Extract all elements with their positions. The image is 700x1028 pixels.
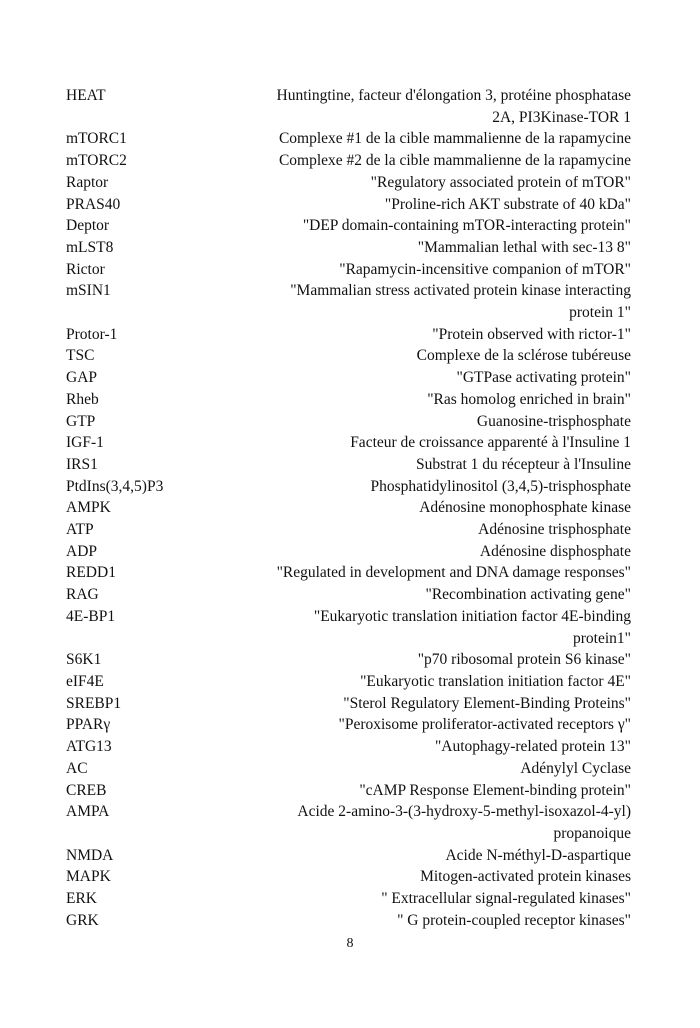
abbreviation-definition [236, 562, 631, 584]
definition-line: "cAMP Response Element-binding protein" [359, 781, 631, 799]
definition-line: "Mammalian lethal with sec-13 8" [417, 238, 631, 256]
abbreviation-definition [236, 194, 631, 216]
abbreviation-term: PRAS40 [66, 195, 121, 213]
definition-line: 2A, PI3Kinase-TOR 1 [492, 108, 631, 126]
definition-line: Acide N-méthyl-D-aspartique [445, 846, 631, 864]
abbreviation-row [66, 324, 631, 346]
abbreviation-definition [236, 280, 631, 323]
abbreviation-row [66, 389, 631, 411]
abbreviation-term: 4E-BP1 [66, 607, 116, 625]
abbreviation-term: Protor-1 [66, 325, 118, 343]
abbreviation-term: MAPK [66, 868, 111, 886]
abbreviation-definition [236, 649, 631, 671]
abbreviation-term: ATG13 [66, 738, 112, 756]
definition-line: "p70 ribosomal protein S6 kinase" [417, 651, 631, 669]
definition-line: "Protein observed with rictor-1" [432, 325, 631, 343]
abbreviation-term: PPARγ [66, 716, 111, 734]
abbreviation-definition [236, 411, 631, 433]
definition-line: " Extracellular signal-regulated kinases" [381, 890, 631, 908]
abbreviation-row [66, 194, 631, 216]
abbreviation-definition [236, 736, 631, 758]
abbreviation-definition [236, 150, 631, 172]
abbreviation-definition [236, 215, 631, 237]
definition-line: "Recombination activating gene" [425, 586, 631, 604]
abbreviation-term: ADP [66, 542, 98, 560]
abbreviation-definition [236, 237, 631, 259]
abbreviation-term: ATP [66, 521, 94, 539]
abbreviation-row [66, 910, 631, 932]
abbreviation-term: TSC [66, 347, 95, 365]
definition-line: Facteur de croissance apparenté à l'Insuline 1 [350, 434, 631, 452]
definition-line: "Proline-rich AKT substrate of 40 kDa" [384, 195, 631, 213]
page-number: 8 [346, 936, 354, 951]
abbreviation-row [66, 606, 631, 649]
abbreviation-term: GTP [66, 412, 96, 430]
abbreviation-term: Rheb [66, 390, 99, 408]
abbreviation-term: Rictor [66, 260, 105, 278]
abbreviation-definition [236, 454, 631, 476]
abbreviation-term: mTORC1 [66, 130, 127, 148]
abbreviation-row [66, 411, 631, 433]
abbreviation-row [66, 367, 631, 389]
abbreviation-row [66, 780, 631, 802]
abbreviation-term: SREBP1 [66, 694, 122, 712]
definition-line: Complexe de la sclérose tubéreuse [416, 347, 631, 365]
abbreviation-row [66, 150, 631, 172]
definition-line: "GTPase activating protein" [456, 369, 631, 387]
abbreviation-term: mTORC2 [66, 152, 127, 170]
abbreviation-row [66, 345, 631, 367]
definition-line: Complexe #2 de la cible mammalienne de la rapamycine [278, 152, 631, 170]
abbreviation-term: S6K1 [66, 651, 102, 669]
abbreviation-definition [236, 780, 631, 802]
definition-line: protein 1" [569, 304, 631, 322]
definition-line: protein1" [573, 629, 631, 647]
abbreviation-definition [236, 910, 631, 932]
abbreviation-term: AMPA [66, 803, 110, 821]
abbreviation-definition [236, 389, 631, 411]
definition-line: Adénosine disphosphate [479, 542, 631, 560]
abbreviation-row [66, 237, 631, 259]
abbreviation-term: HEAT [66, 87, 106, 104]
abbreviation-definition [236, 497, 631, 519]
abbreviation-term: AMPK [66, 499, 111, 517]
definition-line: Adénylyl Cyclase [520, 759, 631, 777]
abbreviation-term: PtdIns(3,4,5)P3 [66, 477, 164, 495]
abbreviation-row [66, 671, 631, 693]
abbreviation-row [66, 801, 631, 844]
abbreviation-definition [236, 367, 631, 389]
abbreviation-definition [236, 541, 631, 563]
abbreviation-definition [236, 324, 631, 346]
definition-line: "Autophagy-related protein 13" [434, 738, 631, 756]
abbreviation-definition [236, 519, 631, 541]
abbreviation-term: eIF4E [66, 672, 104, 690]
abbreviation-definition [236, 845, 631, 867]
abbreviation-definition [236, 606, 631, 649]
abbreviation-term: GAP [66, 369, 98, 387]
abbreviation-row [66, 215, 631, 237]
definition-line: "DEP domain-containing mTOR-interacting protein" [302, 217, 631, 235]
abbreviation-row [66, 259, 631, 281]
abbreviation-row [66, 845, 631, 867]
definition-line: "Regulatory associated protein of mTOR" [370, 173, 631, 191]
abbreviation-row [66, 693, 631, 715]
abbreviation-term: AC [66, 759, 88, 777]
abbreviation-definition [236, 476, 631, 498]
abbreviation-row [66, 454, 631, 476]
definition-line: propanoique [553, 824, 631, 842]
definition-line: Phosphatidylinositol (3,4,5)-trisphosphate [370, 477, 631, 495]
abbreviation-row [66, 85, 631, 128]
abbreviation-row [66, 758, 631, 780]
abbreviation-term: ERK [66, 890, 97, 908]
definition-line: Adénosine trisphosphate [478, 521, 631, 539]
abbreviation-term: CREB [66, 781, 107, 799]
abbreviation-row [66, 476, 631, 498]
abbreviation-row [66, 280, 631, 323]
definition-line: Acide 2-amino-3-(3-hydroxy-5-methyl-isoxazol-4-yl) [297, 803, 631, 821]
abbreviation-definition [236, 671, 631, 693]
abbreviation-term: Raptor [66, 173, 109, 191]
abbreviation-term: IRS1 [66, 455, 98, 473]
abbreviation-term: mLST8 [66, 238, 114, 256]
definition-line: "Ras homolog enriched in brain" [427, 390, 631, 408]
abbreviation-term: RAG [66, 586, 99, 604]
abbreviation-definition [236, 714, 631, 736]
abbreviation-definition [236, 172, 631, 194]
abbreviation-term: GRK [66, 911, 99, 929]
definition-line: "Eukaryotic translation initiation factor 4E-binding [313, 607, 631, 625]
definition-line: Mitogen-activated protein kinases [420, 868, 631, 886]
abbreviation-term: mSIN1 [66, 282, 111, 300]
abbreviation-term: NMDA [66, 846, 114, 864]
definition-line: Adénosine monophosphate kinase [419, 499, 631, 517]
abbreviation-definition [236, 432, 631, 454]
abbreviation-definition [236, 888, 631, 910]
abbreviation-definition [236, 866, 631, 888]
abbreviation-row [66, 128, 631, 150]
abbreviation-row [66, 562, 631, 584]
abbreviation-term: IGF-1 [66, 434, 104, 452]
definition-line: "Eukaryotic translation initiation factor 4E" [360, 672, 631, 690]
definition-line: Substrat 1 du récepteur à l'Insuline [416, 455, 631, 473]
abbreviation-row [66, 736, 631, 758]
definition-line: Complexe #1 de la cible mammalienne de la rapamycine [278, 130, 631, 148]
abbreviation-definition [236, 801, 631, 844]
abbreviation-row [66, 541, 631, 563]
definition-line: Huntingtine, facteur d'élongation 3, protéine phosphatase [276, 87, 631, 104]
abbreviation-row [66, 172, 631, 194]
definition-line: Guanosine-trisphosphate [476, 412, 631, 430]
abbreviation-definition [236, 584, 631, 606]
definition-line: "Rapamycin-incensitive companion of mTOR" [339, 260, 631, 278]
abbreviation-row [66, 432, 631, 454]
abbreviation-list [66, 85, 631, 931]
abbreviation-definition [236, 758, 631, 780]
abbreviation-row [66, 497, 631, 519]
abbreviation-row [66, 714, 631, 736]
abbreviation-row [66, 519, 631, 541]
abbreviation-definition [236, 693, 631, 715]
definition-line: "Regulated in development and DNA damage responses" [276, 564, 631, 582]
definition-line: "Mammalian stress activated protein kinase interacting [290, 282, 631, 300]
abbreviation-definition [236, 128, 631, 150]
abbreviation-term: Deptor [66, 217, 110, 235]
abbreviation-row [66, 649, 631, 671]
definition-line: " G protein-coupled receptor kinases" [397, 911, 631, 929]
abbreviation-definition [236, 85, 631, 128]
abbreviation-definition [236, 345, 631, 367]
abbreviation-term: REDD1 [66, 564, 116, 582]
abbreviation-row [66, 866, 631, 888]
definition-line: "Peroxisome proliferator-activated receptors γ" [338, 716, 631, 734]
abbreviation-definition [236, 259, 631, 281]
definition-line: "Sterol Regulatory Element-Binding Proteins" [343, 694, 631, 712]
abbreviation-row [66, 584, 631, 606]
abbreviation-row [66, 888, 631, 910]
